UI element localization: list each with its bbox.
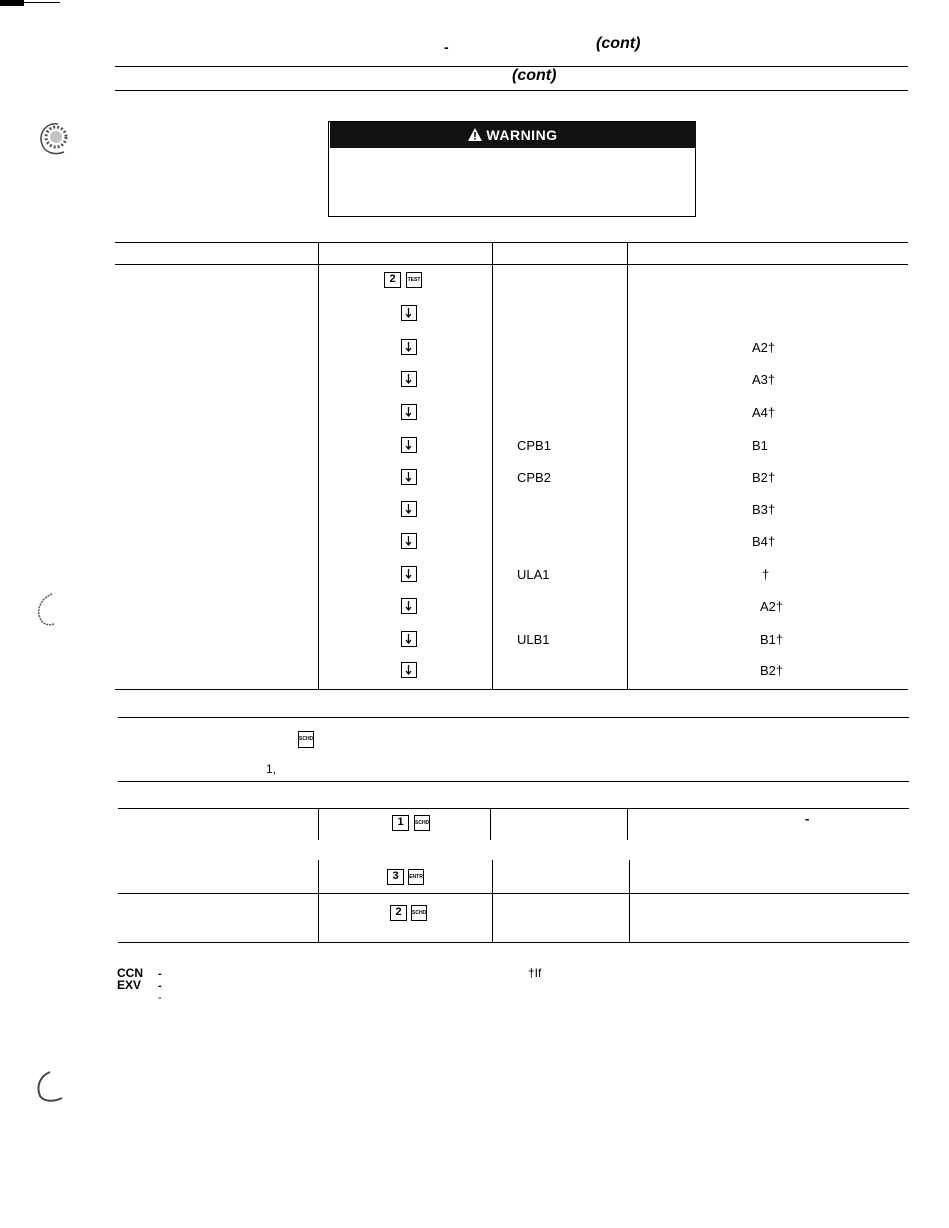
down-arrow-icon: [401, 404, 417, 420]
warning-banner: [330, 122, 696, 148]
punch-hole-mark-1: [28, 112, 78, 162]
schd-key: SCHD: [298, 731, 314, 748]
schd-key-row3: SCHD: [411, 905, 427, 921]
footnote-dash-1: -: [158, 968, 162, 980]
table1-col3-cell: CPB2: [517, 470, 551, 485]
table1-col4-cell: B2†: [752, 470, 776, 485]
schd-key-row1: SCHD: [414, 815, 430, 831]
table1-col4-cell: B1†: [760, 632, 784, 647]
table1-col4-cell: B3†: [752, 502, 776, 517]
table1-col4-cell: †: [762, 567, 770, 582]
header-cont: (cont): [596, 35, 641, 52]
down-arrow-icon: [401, 469, 417, 485]
footnote-ccn: CCN: [117, 966, 143, 980]
table1-col4-cell: A2†: [760, 599, 784, 614]
footnote-dagger-if: †If: [528, 966, 542, 980]
table2-col-divider-1a: [318, 808, 319, 840]
table1-col4-cell: A3†: [752, 372, 776, 387]
down-arrow-icon: [401, 305, 417, 321]
corner-mark: [0, 0, 60, 8]
table1-col4-cell: B2†: [760, 663, 784, 678]
key-2: 2: [390, 905, 407, 921]
step-note: 1,: [266, 762, 277, 776]
table1-col4-cell: B1: [752, 438, 768, 453]
table2-top-rule: [118, 808, 909, 809]
table2-col-divider-3a: [627, 808, 628, 840]
row1-dot: -: [805, 811, 810, 826]
table1-col4-cell: B4†: [752, 534, 776, 549]
warning-title: WARNING: [486, 127, 558, 143]
table1-bottom-rule: [115, 689, 908, 690]
down-arrow-icon: [401, 533, 417, 549]
footnote-exv: EXV: [117, 978, 142, 992]
down-arrow-icon: [401, 437, 417, 453]
key-3: 3: [387, 869, 404, 885]
down-arrow-icon: [401, 566, 417, 582]
entr-key: ENTR: [408, 869, 424, 885]
header-dash: -: [444, 39, 449, 55]
table2-col-divider-2a: [490, 808, 491, 840]
table2-bottom-rule: [118, 942, 909, 943]
footnote-dash-2: -: [158, 980, 162, 992]
table1-col-divider-2: [492, 242, 493, 690]
table1-col4-cell: A2†: [752, 340, 776, 355]
down-arrow-icon: [401, 662, 417, 678]
punch-hole-mark-3: [28, 1068, 78, 1108]
table1-col-divider-3: [627, 242, 628, 690]
down-arrow-icon: [401, 339, 417, 355]
table1-header-rule: [115, 264, 908, 265]
warning-title-wrap: [330, 122, 696, 148]
table2-col-divider-1b: [318, 860, 319, 942]
warning-triangle-icon: [468, 128, 482, 141]
table1-top-rule: [115, 242, 908, 243]
down-arrow-icon: [401, 501, 417, 517]
header-rule-2: [115, 90, 908, 91]
section2-bottom-rule: [118, 781, 909, 782]
key-2-test-row: 2: [384, 272, 401, 288]
down-arrow-icon: [401, 631, 417, 647]
table1-col-divider-1: [318, 242, 319, 690]
down-arrow-icon: [401, 598, 417, 614]
footnote-dash-3: -: [158, 992, 162, 1004]
punch-hole-mark-2: [28, 590, 78, 630]
test-key: TEST: [406, 272, 422, 288]
table2-col-divider-3b: [629, 860, 630, 942]
table1-col3-cell: ULB1: [517, 632, 550, 647]
subheader-cont: (cont): [512, 67, 557, 84]
table2-col-divider-2b: [492, 860, 493, 942]
section2-top-rule: [118, 717, 909, 718]
down-arrow-icon: [401, 371, 417, 387]
table1-col3-cell: ULA1: [517, 567, 550, 582]
table2-mid-rule: [118, 893, 909, 894]
key-1: 1: [392, 815, 409, 831]
table1-col3-cell: CPB1: [517, 438, 551, 453]
table1-col4-cell: A4†: [752, 405, 776, 420]
